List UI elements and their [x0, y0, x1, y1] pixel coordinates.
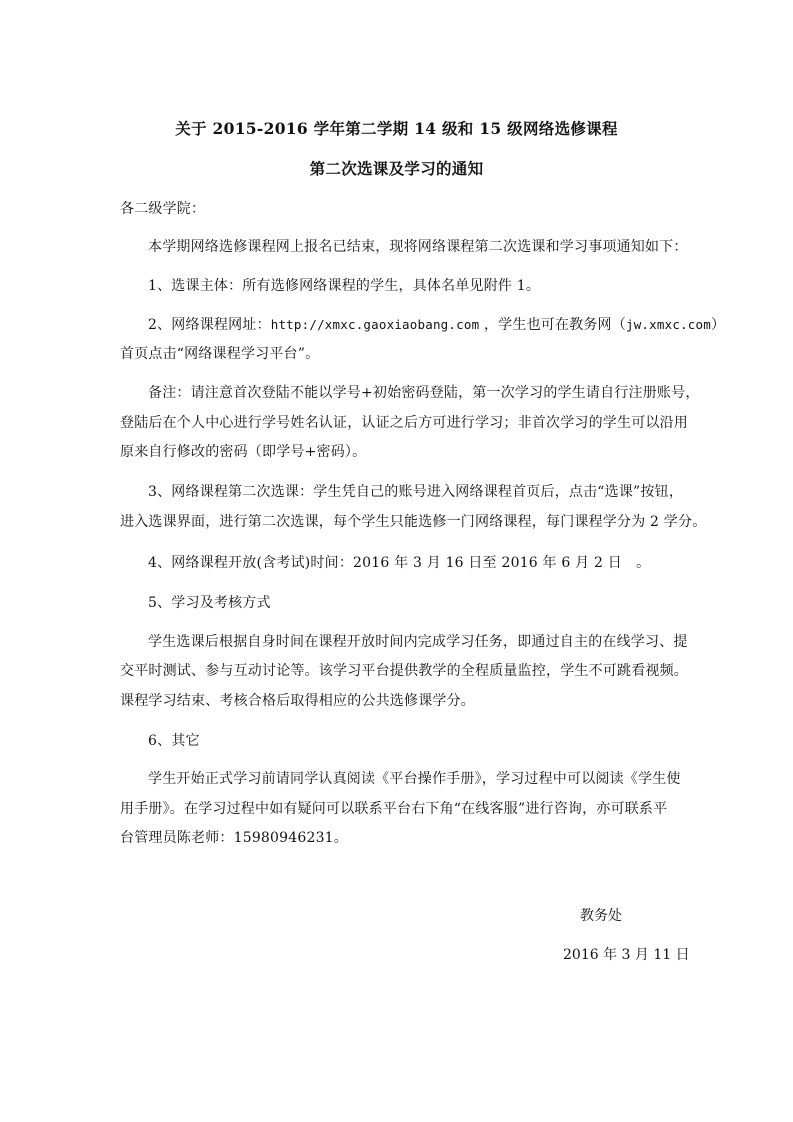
- item-2-line-1: [148, 314, 725, 334]
- item-6-paragraph-line-1: 学生开始正式学习前请同学认真阅读《平台操作手册》，学习过程中可以阅读《学生使: [148, 771, 681, 787]
- item-4: 4、网络课程开放(含考试)时间：2016 年 3 月 16 日至 2016 年 6 月 2 日 。: [148, 555, 651, 571]
- note-line-1: 备注：请注意首次登陆不能以学号+初始密码登陆，第一次学习的学生请自行注册账号，: [148, 385, 700, 401]
- item-6-paragraph-line-3: 台管理员陈老师：15980946231。: [120, 830, 348, 846]
- item-5-paragraph-line-2: 交平时测试、参与互动讨论等。该学习平台提供教学的全程质量监控，学生不可跳看视频。: [120, 663, 688, 679]
- academic-affairs-url-link[interactable]: jw.xmxc.com: [625, 317, 711, 332]
- note-line-3: 原来自行修改的密码（即学号+密码）。: [120, 444, 367, 460]
- item-5-heading: 5、学习及考核方式: [148, 595, 271, 611]
- document-title-line-1: 关于 2015-2016 学年第二学期 14 级和 15 级网络选修课程: [175, 119, 618, 138]
- document-title-line-2: 第二次选课及学习的通知: [309, 159, 484, 178]
- item-6-heading: 6、其它: [148, 733, 200, 749]
- item-1: 1、选课主体：所有选修网络课程的学生，具体名单见附件 1。: [148, 278, 541, 294]
- item-2-prefix: 2、网络课程网址：: [148, 317, 271, 333]
- item-2-middle: ，学生也可在教务网（: [479, 317, 626, 333]
- item-3-line-1: 3、网络课程第二次选课：学生凭自己的账号进入网络课程首页后，点击“选课”按钮，: [148, 484, 684, 500]
- course-url-link[interactable]: http://xmxc.gaoxiaobang.com: [270, 317, 480, 332]
- item-5-paragraph-line-3: 课程学习结束、考核合格后取得相应的公共选修课学分。: [120, 693, 475, 709]
- note-line-2: 登陆后在个人中心进行学号姓名认证，认证之后方可进行学习；非首次学习的学生可以沿用: [120, 415, 688, 431]
- item-2-suffix: ）: [710, 317, 726, 333]
- item-2-line-2: 首页点击“网络课程学习平台”。: [120, 346, 320, 362]
- item-5-paragraph-line-1: 学生选课后根据自身时间在课程开放时间内完成学习任务，即通过自主的在线学习、提: [148, 634, 688, 650]
- salutation: 各二级学院：: [120, 201, 206, 217]
- intro-paragraph: 本学期网络选修课程网上报名已结束，现将网络课程第二次选课和学习事项通知如下：: [148, 239, 688, 255]
- item-6-paragraph-line-2: 用手册》。在学习过程中如有疑问可以联系平台右下角“在线客服”进行咨询，亦可联系平: [120, 801, 668, 817]
- item-3-line-2: 进入选课界面，进行第二次选课，每个学生只能选修一门网络课程，每门课程学分为 2 学分。: [120, 514, 707, 530]
- signature-date: 2016 年 3 月 11 日: [563, 947, 690, 963]
- signature-office: 教务处: [580, 908, 622, 924]
